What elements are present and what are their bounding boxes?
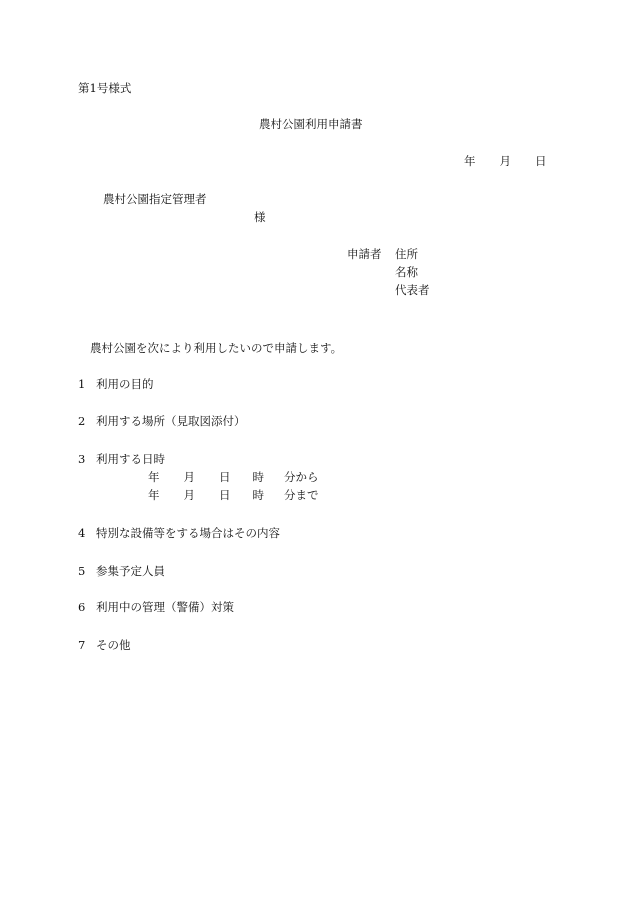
date-year: 年 bbox=[464, 154, 476, 168]
item-label: 利用の目的 bbox=[96, 377, 154, 391]
item-label: 利用する日時 bbox=[96, 452, 165, 466]
from-month: 月 bbox=[183, 470, 195, 484]
applicant-address-label: 住所 bbox=[395, 247, 418, 261]
item-special-equipment bbox=[78, 528, 280, 540]
item-location bbox=[78, 416, 246, 428]
form-number: 第1号様式 bbox=[78, 81, 132, 95]
to-day: 日 bbox=[219, 488, 231, 502]
item-label: 利用中の管理（警備）対策 bbox=[96, 600, 234, 614]
to-hour: 時 bbox=[252, 488, 264, 502]
schedule-to bbox=[148, 490, 319, 502]
from-minute: 分から bbox=[284, 470, 319, 484]
item-datetime bbox=[78, 454, 165, 466]
date-month: 月 bbox=[499, 154, 511, 168]
item-number: 2 bbox=[78, 414, 86, 428]
item-number: 4 bbox=[78, 526, 86, 540]
applicant-representative-label: 代表者 bbox=[395, 283, 430, 297]
to-minute: 分まで bbox=[284, 488, 319, 502]
to-month: 月 bbox=[183, 488, 195, 502]
applicant-name-label: 名称 bbox=[395, 265, 418, 279]
item-label: 利用する場所（見取図添付） bbox=[96, 414, 246, 428]
schedule-from bbox=[148, 472, 319, 484]
item-label: 参集予定人員 bbox=[96, 564, 165, 578]
from-year: 年 bbox=[148, 470, 160, 484]
item-other bbox=[78, 640, 131, 652]
applicant-label: 申請者 bbox=[347, 247, 382, 261]
from-hour: 時 bbox=[252, 470, 264, 484]
item-number: 6 bbox=[78, 600, 86, 614]
date-day: 日 bbox=[535, 154, 547, 168]
item-number: 3 bbox=[78, 452, 86, 466]
from-day: 日 bbox=[219, 470, 231, 484]
submission-date bbox=[464, 156, 547, 168]
addressee: 農村公園指定管理者 bbox=[103, 192, 207, 206]
item-label: その他 bbox=[96, 638, 131, 652]
applicant-fields bbox=[395, 249, 430, 303]
item-number: 7 bbox=[78, 638, 86, 652]
to-year: 年 bbox=[148, 488, 160, 502]
item-security-measures bbox=[78, 602, 234, 614]
intro-statement: 農村公園を次により利用したいので申請します。 bbox=[90, 341, 343, 355]
item-number: 1 bbox=[78, 377, 86, 391]
item-number: 5 bbox=[78, 564, 86, 578]
item-label: 特別な設備等をする場合はその内容 bbox=[96, 526, 280, 540]
item-attendance bbox=[78, 566, 165, 578]
item-purpose bbox=[78, 379, 154, 391]
document-title: 農村公園利用申請書 bbox=[259, 117, 363, 131]
honorific: 様 bbox=[254, 210, 266, 224]
